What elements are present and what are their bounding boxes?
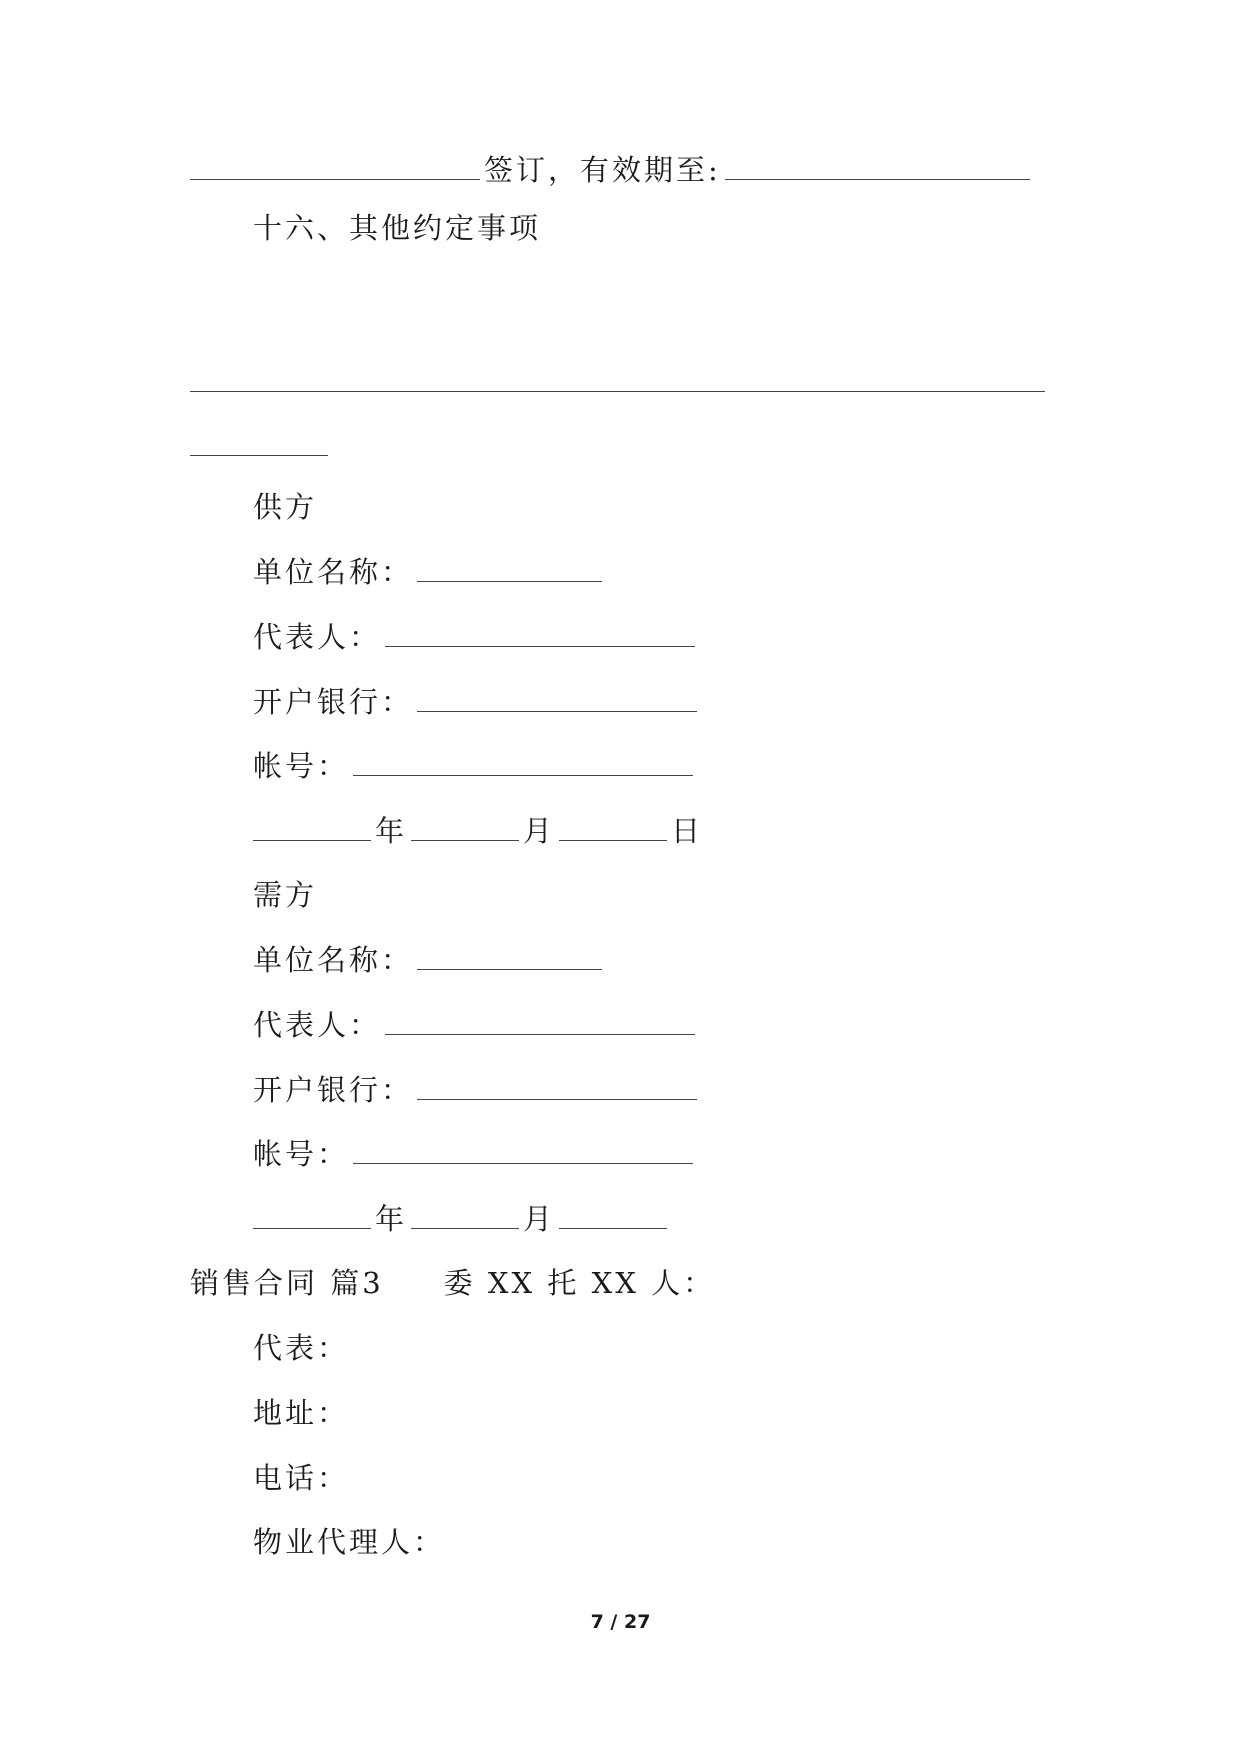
supplier-unit-name-row — [253, 552, 606, 592]
supplier-representative-label: 代表人： — [253, 620, 382, 654]
supplier-day-blank[interactable] — [559, 814, 667, 841]
other-terms-blank-line-2[interactable] — [190, 455, 328, 456]
contract3-title: 销售合同 篇3 — [190, 1266, 384, 1300]
buyer-month-label: 月 — [523, 1202, 556, 1236]
buyer-unit-name-row — [253, 940, 606, 980]
buyer-account-label: 帐号： — [253, 1137, 350, 1171]
buyer-month-blank[interactable] — [411, 1202, 519, 1229]
supplier-date-row — [253, 811, 703, 851]
contract3-header-row — [190, 1263, 715, 1303]
contract3-rep-label: 代表： — [253, 1331, 350, 1365]
validity-date-blank[interactable] — [725, 153, 1030, 180]
supplier-bank-blank[interactable] — [417, 685, 697, 712]
supplier-account-blank[interactable] — [353, 749, 693, 776]
supplier-representative-row — [253, 617, 699, 657]
contract3-agent-label: 物业代理人： — [253, 1525, 446, 1559]
buyer-representative-row — [253, 1005, 699, 1045]
buyer-account-row — [253, 1134, 697, 1174]
buyer-year-blank[interactable] — [253, 1202, 371, 1229]
buyer-representative-blank[interactable] — [385, 1008, 695, 1035]
buyer-unit-name-blank[interactable] — [417, 943, 602, 970]
supplier-account-label: 帐号： — [253, 749, 350, 783]
page-number: 7 / 27 — [590, 1611, 651, 1633]
buyer-bank-row — [253, 1070, 701, 1110]
buyer-year-label: 年 — [375, 1202, 408, 1236]
supplier-unit-name-label: 单位名称： — [253, 555, 414, 589]
supplier-month-label: 月 — [523, 814, 556, 848]
contract3-phone-label: 电话： — [253, 1461, 350, 1495]
buyer-date-row — [253, 1199, 671, 1239]
contract3-client-label: 委 XX 托 XX 人： — [443, 1266, 716, 1300]
supplier-year-label: 年 — [375, 814, 408, 848]
signed-validity-line — [190, 150, 1034, 190]
buyer-bank-label: 开户银行： — [253, 1073, 414, 1107]
section-16-heading: 十六、其他约定事项 — [253, 211, 542, 245]
other-terms-blank-line-1[interactable] — [190, 391, 1045, 392]
supplier-account-row — [253, 746, 697, 786]
buyer-account-blank[interactable] — [353, 1137, 693, 1164]
buyer-bank-blank[interactable] — [417, 1073, 697, 1100]
contract3-address-label: 地址： — [253, 1396, 350, 1430]
supplier-representative-blank[interactable] — [385, 620, 695, 647]
buyer-day-blank[interactable] — [559, 1202, 667, 1229]
signed-place-blank[interactable] — [190, 153, 480, 180]
signed-validity-label: 签订，有效期至: — [484, 153, 721, 187]
supplier-bank-label: 开户银行： — [253, 685, 414, 719]
supplier-month-blank[interactable] — [411, 814, 519, 841]
buyer-title: 需方 — [253, 878, 318, 912]
buyer-representative-label: 代表人： — [253, 1008, 382, 1042]
supplier-bank-row — [253, 682, 701, 722]
buyer-unit-name-label: 单位名称： — [253, 943, 414, 977]
supplier-year-blank[interactable] — [253, 814, 371, 841]
supplier-day-label: 日 — [671, 814, 704, 848]
supplier-unit-name-blank[interactable] — [417, 555, 602, 582]
supplier-title: 供方 — [253, 490, 318, 524]
